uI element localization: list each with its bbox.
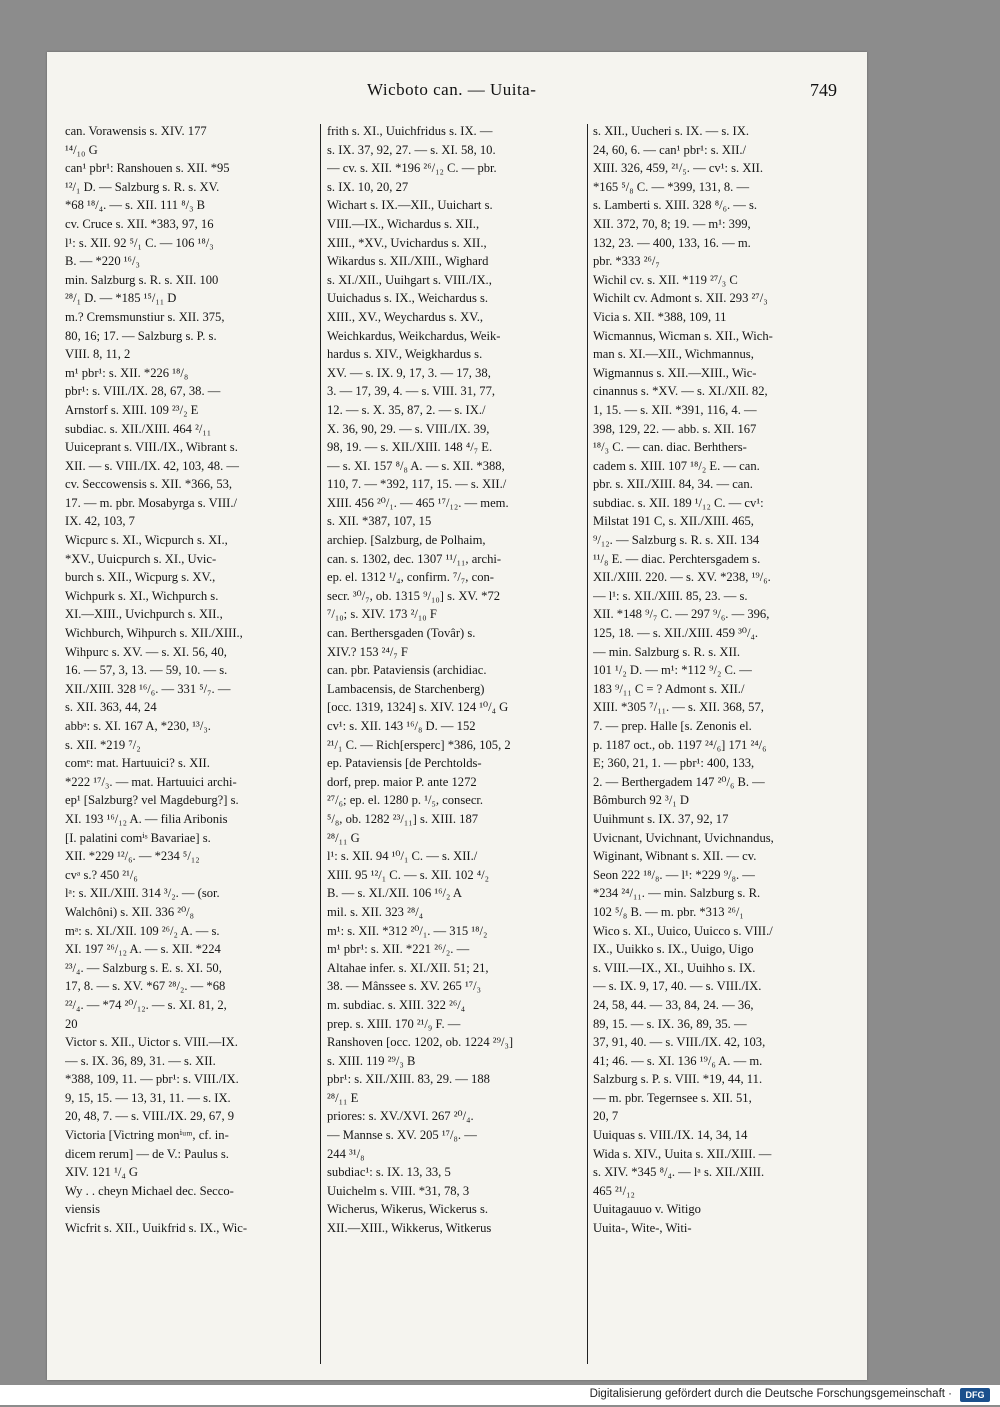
text-line: — s. IX. 36, 89, 31. — s. XII.	[65, 1053, 216, 1068]
text-line: *XV., Uuicpurch s. XI., Uvic-	[65, 551, 217, 566]
text-line: ²¹/₁ C. — Rich[ersperc] *386, 105, 2	[327, 737, 511, 752]
text-line: archiep. [Salzburg, de Polhaim,	[327, 533, 486, 548]
text-line: IX., Uuikko s. IX., Uuigo, Uigo	[593, 942, 754, 957]
text-line: Uuiceprant s. VIII./IX., Wibrant s.	[65, 440, 238, 455]
text-line: VIII.—IX., Wichardus s. XII.,	[327, 216, 480, 231]
text-line: *222 ¹⁷/₃. — mat. Hartuuici archi-	[65, 774, 237, 789]
text-line: cv¹: s. XII. 143 ¹⁶/₈ D. — 152	[327, 719, 476, 733]
book-page	[47, 52, 867, 1380]
text-line: Lambacensis, de Starchenberg)	[327, 681, 485, 696]
text-column-1	[65, 122, 315, 1372]
column-rule-left	[320, 124, 321, 1364]
text-line: m¹: s. XII. *312 ²⁰/₁. — 315 ¹⁸/₂	[327, 923, 488, 938]
text-line: s. IX. 10, 20, 27	[327, 179, 409, 194]
text-line: Seon 222 ¹⁸/₈. — l¹: *229 ⁹/₈. —	[593, 867, 755, 882]
text-line: Uuichelm s. VIII. *31, 78, 3	[327, 1183, 470, 1198]
text-line: XII. — s. VIII./IX. 42, 103, 48. —	[65, 458, 239, 473]
text-line: ¹¹/₈ E. — diac. Perchtersgadem s.	[593, 551, 761, 566]
text-line: Altahae infer. s. XI./XII. 51; 21,	[327, 960, 489, 975]
text-line: ²⁸/₁ D. — *185 ¹⁵/₁₁ D	[65, 291, 177, 306]
text-line: 7. — prep. Halle [s. Zenonis el.	[593, 719, 752, 733]
text-line: p. 1187 oct., ob. 1197 ²⁴/₆] 171 ²⁴/₆	[593, 737, 767, 752]
text-line: min. Salzburg s. R. s. XII. 100	[65, 272, 219, 287]
text-line: XIII. *305 ⁷/₁₁. — s. XII. 368, 57,	[593, 700, 764, 715]
text-line: pbr¹: s. XII./XIII. 83, 29. — 188	[327, 1072, 490, 1087]
text-line: XII./XIII. 220. — s. XV. *238, ¹⁹/₆.	[593, 570, 771, 585]
text-line: viensis	[65, 1202, 100, 1217]
text-line: 20	[65, 1016, 78, 1031]
text-line: Wigmannus s. XII.—XIII., Wic-	[593, 365, 757, 380]
text-line: ²²/₄. — *74 ²⁰/₁₂. — s. XI. 81, 2,	[65, 997, 227, 1012]
text-line: Wicfrit s. XII., Uuikfrid s. IX., Wic-	[65, 1221, 248, 1236]
text-line: cinannus s. *XV. — s. XI./XII. 82,	[593, 384, 768, 399]
text-line: 9, 15, 15. — 13, 31, 11. — s. IX.	[65, 1090, 231, 1105]
text-line: XIII. 456 ²⁰/₁. — 465 ¹⁷/₁₂. — mem.	[327, 495, 509, 510]
text-line: 17, 8. — s. XV. *67 ²⁸/₂. — *68	[65, 979, 226, 994]
text-line: E; 360, 21, 1. — pbr¹: 400, 133,	[593, 756, 755, 771]
funding-note: Digitalisierung gefördert durch die Deutsche Forschungsgemeinschaft ·	[589, 1388, 952, 1400]
text-line: s. XIII. 119 ²⁹/₃ B	[327, 1053, 416, 1068]
text-line: burch s. XII., Wicpurg s. XV.,	[65, 570, 216, 585]
text-line: 16. — 57, 3, 13. — 59, 10. — s.	[65, 663, 228, 678]
text-line: — Mannse s. XV. 205 ¹⁷/₈. —	[327, 1128, 477, 1143]
text-line: 132, 23. — 400, 133, 16. — m.	[593, 235, 751, 250]
running-head: Wicboto can. — Uuita-	[367, 80, 537, 99]
text-line: XI.—XIII., Uvichpurch s. XII.,	[65, 607, 223, 622]
text-line: can¹ pbr¹: Ranshouen s. XII. *95	[65, 161, 230, 176]
text-line: priores: s. XV./XVI. 267 ²⁰/₄.	[327, 1109, 474, 1124]
text-line: Wico s. XI., Uuico, Uuicco s. VIII./	[593, 923, 773, 938]
text-line: Uuichadus s. IX., Weichardus s.	[327, 291, 489, 306]
text-line: pbr¹: s. VIII./IX. 28, 67, 38. —	[65, 384, 221, 399]
text-line: Wiginant, Wibnant s. XII. — cv.	[593, 849, 757, 864]
text-line: Uvicnant, Uvichnant, Uvichnandus,	[593, 830, 774, 845]
text-line: s. XI./XII., Uuihgart s. VIII./IX.,	[327, 272, 492, 287]
text-line: l¹: s. XII. 92 ⁵/₁ C. — 106 ¹⁸/₃	[65, 235, 214, 250]
text-line: pbr. s. XII./XIII. 84, 34. — can.	[593, 477, 753, 492]
text-line: Uuihmunt s. IX. 37, 92, 17	[593, 811, 729, 826]
text-line: lᵃ: s. XII./XIII. 314 ³/₂. — (sor.	[65, 886, 220, 901]
text-line: 24, 58, 44. — 33, 84, 24. — 36,	[593, 997, 754, 1012]
text-line: ²⁸/₁₁ E	[327, 1090, 359, 1105]
text-line: cv. Seccowensis s. XII. *366, 53,	[65, 477, 233, 492]
text-line: Wihpurc s. XV. — s. XI. 56, 40,	[65, 644, 227, 659]
text-line: 2. — Berthergadem 147 ²⁰/₆ B. —	[593, 774, 765, 789]
text-line: 465 ²¹/₁₂	[593, 1183, 635, 1198]
text-line: 41; 46. — s. XI. 136 ¹⁹/₆ A. — m.	[593, 1053, 763, 1068]
text-line: — m. pbr. Tegernsee s. XII. 51,	[593, 1090, 752, 1105]
text-line: m¹ pbr¹: s. XII. *226 ¹⁸/₈	[65, 365, 189, 380]
text-line: XII. *229 ¹²/₆. — *234 ⁵/₁₂	[65, 849, 200, 864]
text-line: can. Berthersgaden (Tovâr) s.	[327, 626, 476, 641]
text-line: 89, 15. — s. IX. 36, 89, 35. —	[593, 1016, 747, 1031]
text-line: s. VIII.—IX., XI., Uuihho s. IX.	[593, 960, 756, 975]
text-line: can. pbr. Pataviensis (archidiac.	[327, 663, 487, 678]
text-line: XIV.? 153 ²⁴/₇ F	[327, 644, 408, 659]
text-line: [I. palatini comⁱˢ Bavariae] s.	[65, 830, 211, 845]
text-line: Wicpurc s. XI., Wicpurch s. XI.,	[65, 533, 228, 548]
text-line: 37, 91, 40. — s. VIII./IX. 42, 103,	[593, 1035, 766, 1050]
text-line: ²⁷/₆; ep. el. 1280 p. ¹/₅, consecr.	[327, 793, 484, 808]
text-line: Walchôni) s. XII. 336 ²⁰/₈	[65, 904, 195, 919]
text-line: [occ. 1319, 1324] s. XIV. 124 ¹⁰/₄ G	[327, 700, 509, 715]
text-line: m.? Cremsmunstiur s. XII. 375,	[65, 309, 225, 324]
text-line: Wida s. XIV., Uuita s. XII./XIII. —	[593, 1146, 772, 1161]
text-line: XII. 372, 70, 8; 19. — m¹: 399,	[593, 216, 751, 231]
text-line: 398, 129, 22. — abb. s. XII. 167	[593, 421, 757, 436]
text-line: ⁹/₁₂. — Salzburg s. R. s. XII. 134	[593, 533, 760, 548]
text-line: B. — s. XI./XII. 106 ¹⁶/₂ A	[327, 886, 462, 901]
text-line: XI. 193 ¹⁶/₁₂ A. — filia Aribonis	[65, 811, 228, 826]
text-line: *165 ⁵/₈ C. — *399, 131, 8. —	[593, 179, 750, 194]
text-line: ep. Pataviensis [de Perchtolds-	[327, 756, 482, 771]
text-line: abbᵃ: s. XI. 167 A, *230, ¹³/₃.	[65, 719, 211, 733]
text-line: XIII. 326, 459, ²¹/₅. — cv¹: s. XII.	[593, 161, 763, 176]
text-line: 17. — m. pbr. Mosabyrga s. VIII./	[65, 495, 237, 510]
text-line: 80, 16; 17. — Salzburg s. P. s.	[65, 328, 217, 343]
text-line: XIII., *XV., Uvichardus s. XII.,	[327, 235, 487, 250]
text-line: 38. — Mânssee s. XV. 265 ¹⁷/₃	[327, 979, 482, 994]
text-line: s. XII., Uucheri s. IX. — s. IX.	[593, 124, 749, 138]
text-line: s. XII. *219 ⁷/₂	[65, 737, 141, 752]
text-line: Uuita-, Wite-, Witi-	[593, 1221, 692, 1236]
text-line: 183 ⁹/₁₁ C = ? Admont s. XII./	[593, 681, 745, 696]
text-line: — l¹: s. XII./XIII. 85, 23. — s.	[593, 588, 748, 603]
text-line: m. subdiac. s. XIII. 322 ²⁶/₄	[327, 997, 466, 1012]
text-line: IX. 42, 103, 7	[65, 514, 135, 529]
text-line: Victor s. XII., Uictor s. VIII.—IX.	[65, 1035, 238, 1050]
text-line: can. Vorawensis s. XIV. 177	[65, 124, 207, 138]
text-line: Vicia s. XII. *388, 109, 11	[593, 309, 727, 324]
text-line: Uuiquas s. VIII./IX. 14, 34, 14	[593, 1128, 748, 1143]
text-line: s. XIV. *345 ⁸/₄. — lᵃ s. XII./XIII.	[593, 1165, 765, 1180]
text-line: Uuitagauuo v. Witigo	[593, 1202, 701, 1217]
text-line: Ranshoven [occ. 1202, ob. 1224 ²⁹/₃]	[327, 1035, 514, 1050]
text-line: B. — *220 ¹⁶/₃	[65, 254, 140, 269]
text-line: VIII. 8, 11, 2	[65, 347, 131, 362]
text-line: hardus s. XIV., Weigkhardus s.	[327, 347, 483, 362]
text-line: XIV. 121 ¹/₄ G	[65, 1165, 139, 1180]
text-line: ¹⁸/₃ C. — can. diac. Berhthers-	[593, 440, 747, 455]
text-line: cv. Cruce s. XII. *383, 97, 16	[65, 216, 214, 231]
text-line: XIII. 95 ¹²/₁ C. — s. XII. 102 ⁴/₂	[327, 867, 490, 882]
text-line: subdiac. s. XII. 189 ¹/₁₂ C. — cv¹:	[593, 495, 764, 510]
text-line: *234 ²⁴/₁₁. — min. Salzburg s. R.	[593, 886, 761, 901]
text-line: Wichilt cv. Admont s. XII. 293 ²⁷/₃	[593, 291, 768, 306]
text-line: Wicmannus, Wicman s. XII., Wich-	[593, 328, 773, 343]
text-line: 102 ⁵/₈ B. — m. pbr. *313 ²⁶/₁	[593, 904, 744, 919]
text-line: — cv. s. XII. *196 ²⁶/₁₂ C. — pbr.	[327, 161, 497, 176]
column-rule-right	[587, 124, 588, 1364]
text-column-3	[593, 122, 848, 1372]
text-line: Milstat 191 C, s. XII./XIII. 465,	[593, 514, 754, 529]
text-line: 20, 48, 7. — s. VIII./IX. 29, 67, 9	[65, 1109, 235, 1124]
text-line: 125, 18. — s. XII./XIII. 459 ³⁰/₄.	[593, 626, 759, 641]
text-line: 101 ¹/₂ D. — m¹: *112 ⁹/₂ C. —	[593, 663, 752, 678]
text-column-2	[327, 122, 582, 1372]
text-line: Wikardus s. XII./XIII., Wighard	[327, 254, 489, 269]
page-number: 749	[810, 80, 837, 100]
text-line: ⁷/₁₀; s. XIV. 173 ²/₁₀ F	[327, 607, 437, 622]
text-line: Wichburch, Wihpurch s. XII./XIII.,	[65, 626, 243, 641]
text-line: Wichil cv. s. XII. *119 ²⁷/₃ C	[593, 272, 738, 287]
text-line: ¹²/₁ D. — Salzburg s. R. s. XV.	[65, 179, 220, 194]
text-line: Weichkardus, Weikchardus, Weik-	[327, 328, 501, 343]
text-line: — s. IX. 9, 17, 40. — s. VIII./IX.	[593, 979, 762, 994]
text-line: secr. ³⁰/₇, ob. 1315 ⁹/₁₀] s. XV. *72	[327, 588, 501, 603]
text-line: 244 ³¹/₈	[327, 1146, 365, 1161]
text-line: mᵃ: s. XI./XII. 109 ²⁶/₂ A. — s.	[65, 923, 220, 938]
text-line: X. 36, 90, 29. — s. VIII./IX. 39,	[327, 421, 490, 436]
dfg-logo-icon: DFG	[960, 1388, 990, 1402]
text-line: Bômburch 92 ³/₁ D	[593, 793, 689, 808]
text-line: ⁵/₈, ob. 1282 ²³/₁₁] s. XIII. 187	[327, 811, 479, 826]
text-line: Wichart s. IX.—XII., Uuichart s.	[327, 198, 493, 213]
text-line: cadem s. XIII. 107 ¹⁸/₂ E. — can.	[593, 458, 760, 473]
text-line: XII. *148 ⁹/₇ C. — 297 ⁹/₆. — 396,	[593, 607, 770, 622]
text-line: ep. el. 1312 ¹/₄, confirm. ⁷/₇, con-	[327, 570, 494, 585]
text-line: mil. s. XII. 323 ²⁸/₄	[327, 904, 424, 919]
text-line: XII./XIII. 328 ¹⁶/₆. — 331 ⁵/₇. —	[65, 681, 231, 696]
text-line: s. XII. *387, 107, 15	[327, 514, 432, 529]
text-line: Wy . . cheyn Michael dec. Secco-	[65, 1183, 234, 1198]
text-line: Arnstorf s. XIII. 109 ²³/₂ E	[65, 402, 199, 417]
text-line: 1, 15. — s. XII. *391, 116, 4. —	[593, 402, 757, 417]
text-line: prep. s. XIII. 170 ²¹/₉ F. —	[327, 1016, 461, 1031]
text-line: XI. 197 ²⁶/₁₂ A. — s. XII. *224	[65, 942, 221, 957]
text-line: *68 ¹⁸/₄. — s. XII. 111 ⁸/₃ B	[65, 198, 206, 213]
text-line: XV. — s. IX. 9, 17, 3. — 17, 38,	[327, 365, 491, 380]
text-line: Wichpurk s. XI., Wichpurch s.	[65, 588, 219, 603]
text-line: dicem rerum] — de V.: Paulus s.	[65, 1146, 229, 1161]
text-line: — s. XI. 157 ⁸/₈ A. — s. XII. *388,	[327, 458, 505, 473]
text-line: ¹⁴/₁₀ G	[65, 142, 98, 157]
text-line: ²⁸/₁₁ G	[327, 830, 360, 845]
text-line: ep¹ [Salzburg? vel Magdeburg?] s.	[65, 793, 239, 808]
text-line: 110, 7. — *392, 117, 15. — s. XII./	[327, 477, 507, 492]
text-line: subdiac. s. XII./XIII. 464 ²/₁₁	[65, 421, 212, 436]
text-line: 12. — s. X. 35, 87, 2. — s. IX./	[327, 402, 486, 417]
text-line: cvᵃ s.? 450 ²¹/₆	[65, 867, 138, 882]
text-line: ²³/₄. — Salzburg s. E. s. XI. 50,	[65, 960, 222, 975]
text-line: 3. — 17, 39, 4. — s. VIII. 31, 77,	[327, 384, 496, 399]
text-line: XIII., XV., Weychardus s. XV.,	[327, 309, 484, 324]
text-line: subdiac¹: s. IX. 13, 33, 5	[327, 1165, 451, 1180]
text-line: man s. XI.—XII., Wichmannus,	[593, 347, 754, 362]
text-line: dorf, prep. maior P. ante 1272	[327, 774, 477, 789]
text-line: Salzburg s. P. s. VIII. *19, 44, 11.	[593, 1072, 763, 1087]
text-line: — min. Salzburg s. R. s. XII.	[593, 644, 741, 659]
text-line: XII.—XIII., Wikkerus, Witkerus	[327, 1221, 492, 1236]
text-line: can. s. 1302, dec. 1307 ¹¹/₁₁, archi-	[327, 551, 502, 566]
footer-bar	[0, 1385, 1000, 1405]
text-line: Victoria [Victring monⁱᵘᵐ, cf. in-	[65, 1128, 229, 1143]
text-line: s. IX. 37, 92, 27. — s. XI. 58, 10.	[327, 142, 496, 157]
text-line: Wicherus, Wikerus, Wickerus s.	[327, 1202, 488, 1217]
text-line: m¹ pbr¹: s. XII. *221 ²⁶/₂. —	[327, 942, 470, 957]
text-line: 24, 60, 6. — can¹ pbr¹: s. XII./	[593, 142, 747, 157]
page-header	[47, 80, 867, 106]
text-line: 20, 7	[593, 1109, 619, 1124]
text-line: *388, 109, 11. — pbr¹: s. VIII./IX.	[65, 1072, 239, 1087]
text-line: l¹: s. XII. 94 ¹⁰/₁ C. — s. XII./	[327, 849, 478, 864]
text-line: frith s. XI., Uuichfridus s. IX. —	[327, 124, 493, 138]
text-line: comᵉ: mat. Hartuuici? s. XII.	[65, 756, 210, 771]
text-line: 98, 19. — s. XII./XIII. 148 ⁴/₇ E.	[327, 440, 493, 455]
text-line: pbr. *333 ²⁶/₇	[593, 254, 660, 269]
text-line: s. XII. 363, 44, 24	[65, 700, 157, 715]
text-line: s. Lamberti s. XIII. 328 ⁸/₆. — s.	[593, 198, 758, 213]
